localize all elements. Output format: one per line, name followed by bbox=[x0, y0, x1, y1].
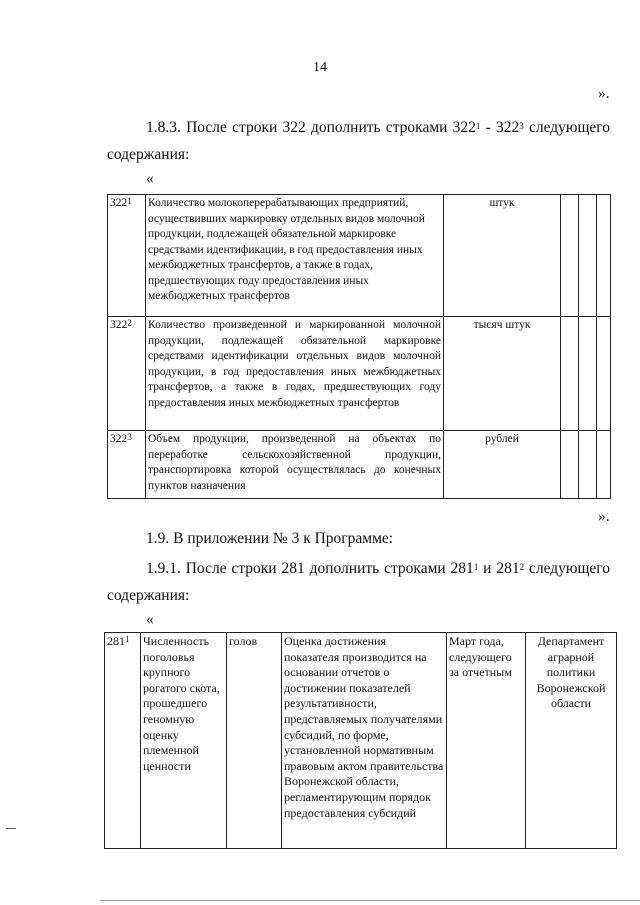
empty-cell bbox=[561, 431, 579, 499]
margin-mark bbox=[6, 828, 16, 829]
indicator-table-281 bbox=[104, 632, 617, 849]
empty-cell bbox=[597, 431, 611, 499]
indicator-description: Количество молокоперерабатывающих предприятий, осуществивших маркировку отдельных видов молочной продукции, подлежащей обязательной маркировке средствами идентификации, в год предоставления иных межбюджетных трансфертов, а также в годах, предшествующих году предоставления иных межбюджетных трансфертов bbox=[146, 195, 444, 317]
empty-cell bbox=[579, 431, 597, 499]
paragraph-1-9-1: 1.9.1. После строки 281 дополнить строками $281^1$ и $281^2$ следующего bbox=[146, 560, 610, 577]
unit-of-measure: штук bbox=[444, 195, 561, 317]
page-number: 14 bbox=[313, 60, 327, 75]
opening-quote: « bbox=[146, 611, 154, 628]
closing-quote: ». bbox=[598, 508, 610, 525]
table-row bbox=[108, 195, 611, 317]
paragraph-1-9: 1.9. В приложении № 3 к Программе: bbox=[146, 530, 394, 547]
unit-of-measure: голов bbox=[227, 633, 282, 849]
empty-cell bbox=[561, 195, 579, 317]
table-row bbox=[105, 633, 617, 849]
indicator-name: Численность поголовья крупного рогатого скота, прошедшего геномную оценку племенной ценности bbox=[141, 633, 227, 849]
row-number: $322^2$ bbox=[108, 317, 146, 431]
indicator-description: Количество произведенной и маркированной молочной продукции, подлежащей обязательной маркировке средствами идентификации отдельных видов молочной продукции, в год предоставления иных межбюджетных трансфертов, а также в годах, предшествующих году предоставления иных межбюджетных трансфертов bbox=[146, 317, 444, 431]
table-row bbox=[108, 317, 611, 431]
reporting-deadline: Март года, следующего за отчетным bbox=[447, 633, 526, 849]
indicator-table-322 bbox=[107, 194, 611, 499]
unit-of-measure: тысяч штук bbox=[444, 317, 561, 431]
responsible-body: Департамент аграрной политики Воронежской области bbox=[526, 633, 617, 849]
empty-cell bbox=[579, 317, 597, 431]
indicator-description: Объем продукции, произведенной на объектах по переработке сельскохозяйственной продукции, транспортировка которой осуществлялась до конечных пунктов назначения bbox=[146, 431, 444, 499]
empty-cell bbox=[579, 195, 597, 317]
empty-cell bbox=[597, 195, 611, 317]
row-number: $281^1$ bbox=[105, 633, 141, 849]
paragraph-1-9-1-continued: содержания: bbox=[107, 587, 190, 604]
calculation-method: Оценка достижения показателя производится на основании отчетов о достижении показателей результативности, представляемых получателями субсидий, по форме, установленной нормативным правовым актом правительства Воронежской области, регламентирующим порядок предоставления субсидий bbox=[282, 633, 447, 849]
unit-of-measure: рублей bbox=[444, 431, 561, 499]
row-number: $322^1$ bbox=[108, 195, 146, 317]
paragraph-1-8-3: 1.8.3. После строки 322 дополнить строками $322^1 - 322^3$ следующего bbox=[146, 119, 611, 136]
empty-cell bbox=[561, 317, 579, 431]
paragraph-1-8-3-continued: содержания: bbox=[107, 146, 190, 163]
empty-cell bbox=[597, 317, 611, 431]
table-row bbox=[108, 431, 611, 499]
opening-quote: « bbox=[146, 170, 154, 187]
closing-quote: ». bbox=[598, 85, 610, 102]
footer-rule bbox=[100, 900, 640, 901]
row-number: $322^3$ bbox=[108, 431, 146, 499]
